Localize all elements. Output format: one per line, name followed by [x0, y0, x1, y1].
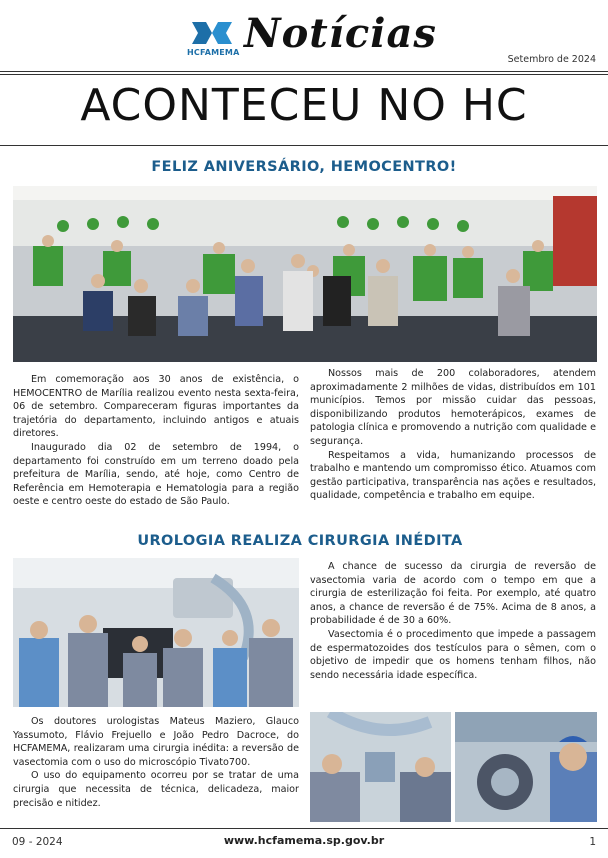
surgery-photo-microscope: [310, 712, 451, 822]
article1-paragraph: Nossos mais de 200 colaboradores, atendem aproximadamente 2 milhões de vidas, distribuídos em 101 municípios. Temos por missão cuidar das pessoas, disponibilizando produtos hemoterápicos, exames de patologia clínica e promovendo a nutrição com qualidade e segurança.: [310, 368, 596, 447]
surgery-team-photo: [13, 558, 299, 707]
footer-rule: [0, 828, 608, 829]
article-title-hemocentro: FELIZ ANIVERSÁRIO, HEMOCENTRO!: [151, 159, 457, 175]
header-rule: [0, 71, 608, 72]
footer-website-link[interactable]: www.hcfamema.sp.gov.br: [223, 834, 385, 847]
group-photo: [13, 186, 597, 362]
article2-column-left: [13, 715, 299, 810]
article-title-urologia: UROLOGIA REALIZA CIRURGIA INÉDITA: [137, 533, 463, 549]
headline-rule: [0, 145, 608, 146]
hcfamema-logo-icon: [190, 18, 234, 48]
article1-column-left: [13, 373, 299, 509]
page-number: 1: [589, 836, 596, 848]
article2-column-right: [310, 560, 596, 682]
footer-issue: 09 - 2024: [12, 836, 63, 848]
masthead-title: Notícias: [244, 10, 437, 57]
header-rule-secondary: [0, 74, 608, 75]
article1-paragraph: Inaugurado dia 02 de setembro de 1994, o departamento foi construído em um terreno doado pela prefeitura de Marília, sendo, até hoje, como Centro de Referência em Hemoterapia e Hematologia para a região oeste e centro oeste do estado de São Paulo.: [13, 441, 299, 508]
article2-paragraph: O uso do equipamento ocorreu por se tratar de uma cirurgia que necessita de técnica, delicadeza, maior precisão e nitidez.: [13, 770, 299, 809]
article2-paragraph: Os doutores urologistas Mateus Maziero, Glauco Yassumoto, Flávio Frejuello e João Pedro Dacroce, do HCFAMEMA, realizaram uma cirurgia inédita: a reversão de vasectomia com o uso do microscópio Tivato700.: [13, 716, 299, 768]
logo-wordmark: HCFAMEMA: [187, 48, 240, 57]
article1-paragraph: Em comemoração aos 30 anos de existência, o HEMOCENTRO de Marília realizou evento nesta sexta-feira, 06 de setembro. Compareceram figuras importantes da trajetória do departamento, incluindo antigos e atuais diretores.: [13, 374, 299, 440]
page-headline: ACONTECEU NO HC: [80, 80, 528, 131]
article1-paragraph: Respeitamos a vida, humanizando processos de trabalho e mantendo um compromisso ético. Atuamos com gestão participativa, transparência nas ações e resultados, qualidade, competência e trabalho em equipe.: [310, 449, 596, 502]
surgery-photo-closeup: [455, 712, 597, 822]
issue-date: Setembro de 2024: [507, 54, 596, 65]
article2-paragraph: A chance de sucesso da cirurgia de reversão de vasectomia varia de acordo com o tempo em que a cirurgia de esterilização foi feita. Por exemplo, até quatro anos, a chance de reversão é de 75%. Acima de 8 anos, a probabilidade é de 30 a 60%.: [310, 561, 596, 627]
article1-column-right: [310, 367, 596, 503]
article2-paragraph: Vasectomia é o procedimento que impede a passagem de espermatozoides dos testículos para o sêmen, com o objetivo de impedir que os homens tenham filhos, não sendo necessária idade específica.: [310, 628, 596, 681]
